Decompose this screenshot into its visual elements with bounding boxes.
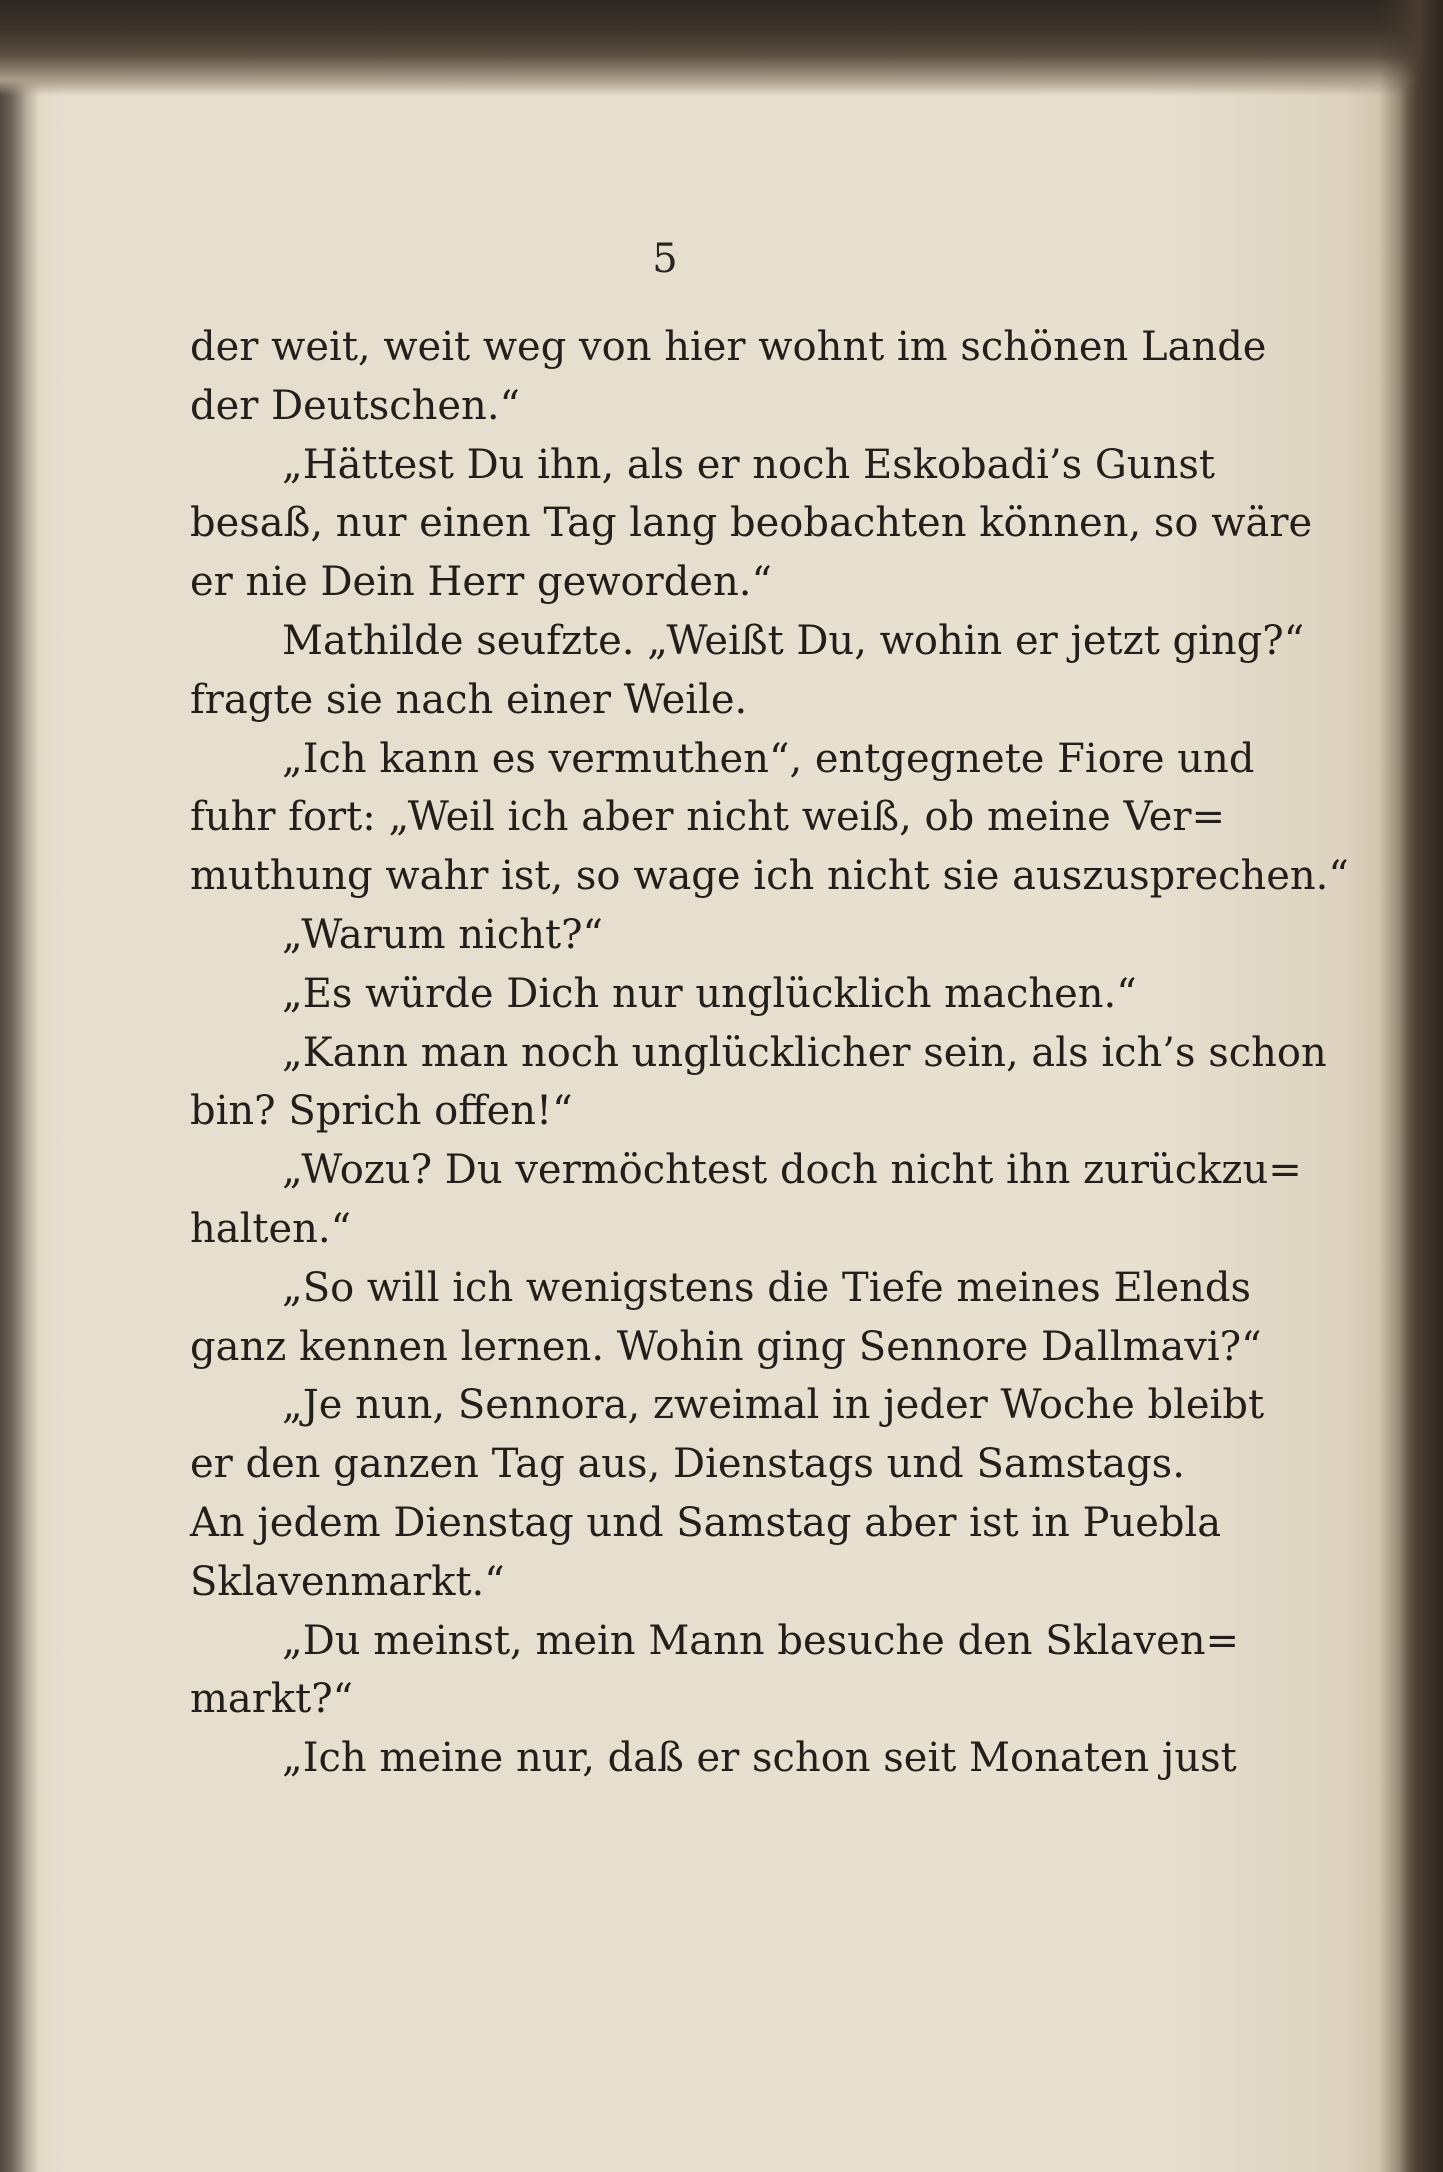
text-line: „Es würde Dich nur unglücklich machen.“ <box>282 970 1137 1017</box>
text-line: Mathilde seufzte. „Weißt Du, wohin er jetzt ging?“ <box>282 617 1305 664</box>
top-page-edge <box>0 0 1443 96</box>
text-line: „Ich meine nur, daß er schon seit Monaten just <box>282 1735 1237 1782</box>
text-line: „Du meinst, mein Mann besuche den Sklaven= <box>282 1617 1240 1664</box>
text-line: „Wozu? Du vermöchtest doch nicht ihn zurückzu= <box>282 1147 1302 1194</box>
text-line: bin? Sprich offen!“ <box>190 1088 573 1135</box>
text-line: An jedem Dienstag und Samstag aber ist in Puebla <box>190 1499 1222 1546</box>
text-line: „Hättest Du ihn, als er noch Eskobadi’s Gunst <box>282 441 1215 488</box>
text-line: Sklavenmarkt.“ <box>190 1558 505 1605</box>
text-line: fragte sie nach einer Weile. <box>190 676 748 723</box>
spine-shadow <box>0 0 38 2172</box>
page-number: 5 <box>652 236 678 282</box>
text-line: fuhr fort: „Weil ich aber nicht weiß, ob meine Ver= <box>190 794 1226 841</box>
text-line: markt?“ <box>190 1676 354 1723</box>
text-line: der Deutschen.“ <box>190 382 520 429</box>
text-line: muthung wahr ist, so wage ich nicht sie auszusprechen.“ <box>190 853 1349 900</box>
text-line: „Warum nicht?“ <box>282 911 603 958</box>
text-line: besaß, nur einen Tag lang beobachten können, so wäre <box>190 500 1313 547</box>
text-line: halten.“ <box>190 1205 352 1252</box>
text-line: er den ganzen Tag aus, Dienstags und Samstags. <box>190 1441 1185 1488</box>
body-text <box>190 318 1349 1788</box>
text-line: der weit, weit weg von hier wohnt im schönen Lande <box>190 324 1267 370</box>
text-line: er nie Dein Herr geworden.“ <box>190 559 772 606</box>
text-line: „Kann man noch unglücklicher sein, als ich’s schon <box>282 1029 1327 1076</box>
text-line: ganz kennen lernen. Wohin ging Sennore Dallmavi?“ <box>190 1323 1262 1370</box>
text-line: „Ich kann es vermuthen“, entgegnete Fiore und <box>282 735 1255 782</box>
text-line: „Je nun, Sennora, zweimal in jeder Woche bleibt <box>282 1382 1265 1429</box>
text-line: „So will ich wenigstens die Tiefe meines Elends <box>282 1264 1252 1311</box>
right-page-edge <box>1379 0 1443 2172</box>
